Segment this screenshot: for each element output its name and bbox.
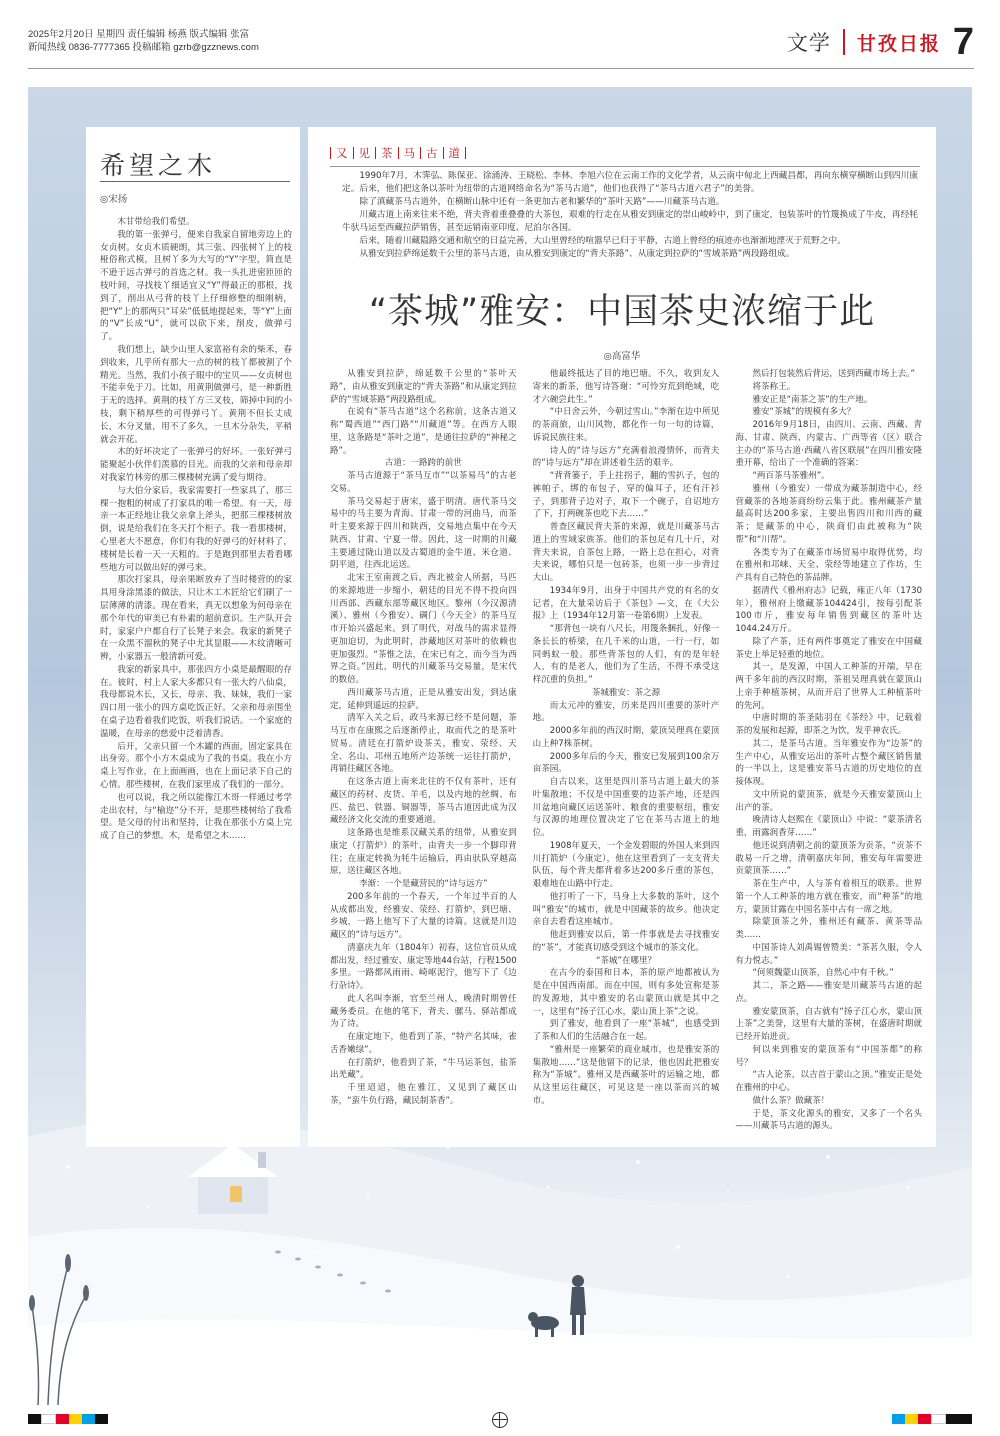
- article-paragraph: 除了产茶，还有两件事奠定了雅安在中国藏茶史上举足轻重的地位。: [735, 636, 923, 660]
- lead-paragraph: 从雅安到拉萨绵延数千公里的茶马古道，由从雅安到康定的“背夫茶路”、从康定到拉萨的“雪域茶路”两段路组成。: [359, 249, 795, 259]
- article-paragraph: 他还说到清朝之前的蒙顶茶为贡茶，“贡茶不敢易一斤之增，清朝嘉庆年间，雅安每年需要进贡蒙顶茶……”: [735, 840, 923, 877]
- color-bar-left: [28, 1414, 108, 1424]
- article-subhead: 李渐：一个是藏营民的“诗与远方”: [359, 879, 488, 889]
- essay-author: ◎宋扬: [100, 194, 128, 205]
- article-paragraph: 雅安正是“南茶之茶”的生产地。: [752, 394, 873, 405]
- article-paragraph: 北宋王室南渡之后，西北被金人所据，马匹的来源地进一步缩小，朝廷的目光不得不投向四川西部、西藏东部等藏区地区。黎州（今汉源清溪）、雅州（今雅安）、碉门（今天全）的茶马互市开始兴盛起来。到了明代，对战马的需求显得更加迫切，为此明时，涉藏地区对茶叶的依赖也更加强烈。“茶惟之法，在宋已有之，而今当为西界之资。”因此，明代的川藏茶马交易量，是宋代的数倍。: [330, 573, 517, 685]
- reeds-icon: [28, 1225, 108, 1405]
- article-byline: ◎高富华: [603, 351, 641, 362]
- kicker-char: 道: [443, 147, 467, 159]
- article-paragraph: 他打听了一下，马身上大多数的茶叶，这个叫“雅安”的城市，就是中国藏茶的故乡。他决定亲自去看看这座城市。: [532, 891, 720, 928]
- article-subhead: 茶城雅安：茶之源: [591, 687, 661, 698]
- article-paragraph: 在这条古道上南来北往的不仅有茶叶，还有藏区的药材、皮货、羊毛，以及内地的丝绸、布匹、盐巴、铁器、铜器等，茶马古道因此成为汉藏经济文化交流的重要通道。: [330, 777, 517, 826]
- contact-line: 新闻热线 0836-7777365 投稿邮箱 gzrb@gzznews.com: [28, 42, 259, 53]
- article-paragraph: 他赶到雅安以后，第一件事就是去寻找雅安的“茶”，才能真切感受到这个城市的茶文化。: [532, 930, 720, 953]
- page-number: 7: [952, 20, 974, 63]
- article-paragraph: 何以来到雅安的蒙顶茶有“中国茶都”的称号？: [735, 1044, 923, 1068]
- article-paragraph: 在古今的泰国和日本，茶的原产地都被认为是在中国西南部。而在中国，则有多处宣称是茶的发源地，其中雅安的名山蒙顶山就是其中之一，这里有“扬子江心水，蒙山顶上茶”之说。: [532, 968, 720, 1017]
- essay-paragraph: 我们想上，缺少山里人家富裕有余的柴禾，春到收来，几乎所有那大一点的树的枝丫都被割了个精光。当然，我们小孩子眼中的宝贝——女贞树也不能幸免于刀。比如，用黄荆做弹弓，是一种新胜于无的选择。黄荆的枝丫方三叉枝，筛掉中间的小枝，剩下稍厚些的可得弹弓丫。黄荆不但长丈成长，木分叉量，用不了多久，一旦木分杂失，平稍就会开花。: [100, 344, 292, 445]
- article-paragraph: “中日舍云外，今朝过雪山。”李渐在边中所见的茶商旅，山川风物，都化作一句一句的诗篇，诉说民族往来。: [532, 407, 720, 443]
- article-paragraph: 2000多年前的西汉时期，蒙顶吴理真在蒙顶山上种7株茶树。: [532, 726, 720, 749]
- article-paragraph: 茶马交易起于唐宋，盛于明清。唐代茶马交易中的马主要为青海、甘肃一带的河曲马，而茶叶主要来源于四川和陕西，交易地点集中在今天陕西、甘肃、宁夏一带。因此，这一时期的川藏主要通过陇山道以及古蜀道的金牛道、米仓道、阴平道，往西北运送。: [330, 496, 517, 571]
- essay-paragraph: 也可以说，我之所以能像江木哥一样通过考学走出农村，与“榆迩”分不开，是那些楼树给了我希望。是父母的付出和坚持，让我在那张小方桌上完成了自己的梦想。木，是希望之木……: [100, 792, 292, 842]
- article-paragraph: “两百茶马茶雅州”。: [752, 471, 830, 481]
- article-paragraph: 各类专为了在藏茶市场贸易中取得优势，均在雅州和邛崃、天全、荥经等地建立了作坊，生产具有自己特色的茶品牌。: [735, 547, 923, 583]
- article-paragraph: “背背篓子，手上拄拐子，翻的雪扒子，包的裤帕子，绑的布包子，穿的偏耳子，还有汗衫子，到那背子边对子，取下一个碗子，自诏地方了下，打两碗茶也吃下去……”: [532, 471, 720, 520]
- article-paragraph: 自古以来，这里是四川茶马古道上最大的茶叶集散地；不仅是中国重要的边茶产地，还是四川盆地向藏区运送茶叶、粮食的重要枢纽，雅安与汉源的地理位置决定了它在茶马古道上的地位。: [532, 777, 720, 838]
- article-paragraph: 普查区藏民背夫茶的来源，就是川藏茶马古道上的雪域家族茶。他们的茶包足有几十斤，对背夫来说，自茶包上路，一路上总在担心，对背夫来说，哪怕只是一包砖茶，也须一步一步背过大山。: [532, 522, 720, 583]
- article-paragraph: 做什么茶？做藏茶！: [752, 1095, 830, 1106]
- article-paragraph: 2016年9月18日，由四川、云南、西藏、青海、甘肃、陕西、内蒙古、广西等省（区）联合主办的“茶马古道·西藏八省区联展”在四川雅安隆重开幕，给出了一个准确的答案：: [735, 420, 923, 469]
- kicker-char: 又: [330, 147, 353, 159]
- article-paragraph: 清嘉庆九年（1804年）初春，这位官员从成都出发，经过雅安、康定等地44台站，行程1500多里。一路都风雨雨、崎岖泥泞，他写下了《边行杂诗》。: [330, 942, 517, 991]
- lead-paragraph: 1990年7月，木霁弘、陈保亚、徐涌涛、王晓松、李林、李旭六位在云南工作的文化学者，从云南中甸北上西藏昌都，再向东横穿横断山到四川康定。后来，他们把这条以茶叶为纽带的古道网络命名为“茶马古道”，他们也获得了“茶马古道六君子”的美誉。: [342, 171, 918, 194]
- article-subhead: “茶城”在哪里？: [595, 955, 657, 966]
- article-paragraph: “雅州是一座繁荣的商业城市，也是雅安茶的集散地……”这是他留下的记录，他也因此把雅安称为“茶城”。雅州又是西藏茶叶的运输之地，都从这里运往藏区，可见这是一座以茶而兴的城市。: [532, 1044, 720, 1106]
- article-paragraph: 他最终抵达了目的地巴塘。不久，收到友人寄来的新茶，他写诗答谢：“可怜穷荒到绝域，吃才六碗尝此生。”: [532, 369, 720, 405]
- article-paragraph: 于是，茶文化源头的雅安，又多了一个名头——川藏茶马古道的源头。: [735, 1108, 923, 1132]
- article-column: [330, 368, 517, 1143]
- lead-paragraph: 除了滇藏茶马古道外，在横断山脉中还有一条更加古老和繁华的“茶叶天路”——川藏茶马古道。: [359, 197, 725, 207]
- article-paragraph: “何须魏蒙山顶茶，自然心中有千秋。”: [752, 968, 894, 979]
- article-paragraph: “那背包一块有八尺长，用篾条捆扎，好像一条长长的桥梁，在几千米的山道，一行一行，如同蚂蚁一般。那些背茶包的人们，有的是年轻人，有的是老人，他们为了生活，不得不承受这样沉重的负担。”: [532, 624, 720, 685]
- date-line: 2025年2月20日 星期四 责任编辑 杨燕 版式编辑 张富: [28, 29, 250, 40]
- article-paragraph: 1908年夏天，一个金发碧眼的外国人来到四川打箭炉（今康定），他在这里看到了一支支背夫队伍，每个背夫都背着多达200多斤重的茶包，艰难地在山路中行走。: [532, 840, 720, 889]
- kicker-char: 古: [420, 147, 443, 159]
- article-paragraph: 中唐时期的茶圣陆羽在《茶经》中，记载着茶的发展和起源，即茶之为饮，发乎神农氏。: [735, 713, 923, 736]
- lead-paragraph: 川藏古道上南来往来不绝，背夫背着重叠叠的大茶包，艰难的行走在从雅安到康定的崇山峻岭中，到了康定，包装茶叶的竹篾换成了牛皮，再经牦牛驮马运至西藏拉萨销售，甚至远销南亚印度、尼泊尔各国。: [342, 210, 918, 233]
- article-paragraph: 除蒙顶茶之外，雅州还有藏茶、黄茶等品类……: [735, 917, 923, 940]
- article-headline: “茶城”雅安：中国茶史浓缩于此: [368, 292, 876, 332]
- article-paragraph: 在打箭炉，他看到了茶，“牛马运茶包，盐茶出羌藏”。: [330, 1057, 517, 1081]
- article-paragraph: 在康定地下，他看到了茶，“特产名其味，雀舌香嫩绿”。: [330, 1032, 517, 1055]
- article-paragraph: 此人名叫李渐，官至兰州人，晚清时期曾任藏务委员。在他的笔下，背夫、骡马、驿站都成为了诗。: [330, 993, 517, 1030]
- newspaper-logo: 甘孜日报: [856, 32, 941, 55]
- article-lead: [342, 170, 918, 261]
- article-columns: [330, 368, 922, 1143]
- person-with-dog-icon: [523, 1267, 613, 1347]
- article-paragraph: “古人论茶，以吉首于蒙山之顶。”雅安正是处在雅州的中心。: [735, 1070, 923, 1093]
- article-paragraph: 其二，茶之路——雅安是川藏茶马古道的起点。: [735, 981, 923, 1004]
- article-paragraph: 而太元冲的雅安，历来是四川重要的茶叶产地。: [532, 700, 720, 724]
- article-paragraph: 将茶称王。: [752, 381, 796, 392]
- lead-paragraph: 后来，随着川藏隘路交通和航空的日益完善，大山里曾经的喧嚣早已归于平静，古道上曾经的痕迹亦也渐渐地湮灭于荒野之中。: [359, 236, 846, 246]
- article-paragraph: 2000多年后的今天，雅安已发展到100余万亩茶园。: [532, 751, 720, 775]
- registration-mark-icon: [492, 1412, 508, 1428]
- article-paragraph: 雅安蒙顶茶，自古就有“扬子江心水，蒙山顶上茶”之美誉，这里有大量的茶树，在盛唐时期就已经开始进贡。: [735, 1006, 923, 1042]
- kicker-char: 见: [353, 147, 376, 159]
- masthead-brand: [787, 22, 974, 62]
- article-paragraph: 雅安“茶城”的规模有多大？: [752, 407, 856, 418]
- article-paragraph: 文中所说的蒙顶茶，就是今天雅安蒙顶山上出产的茶。: [735, 789, 923, 813]
- masthead-info: [28, 28, 259, 54]
- essay-paragraph: 我的第一张弹弓，便来自我家自留地旁边上的女贞树。女贞木质硬朗，其三张、四张树丫上的枝桠俗称式模，且树丫多为大写的“Y”字型，简直是不逊于远古弹弓的首选之材。我一头扎进密匝匝的枝叶间，寻找枝丫细适宜又“Y”得最正的那根，找到了，削出从弓背的枝丫上仔细修整的细刚柄，把“Y”上的那两只“耳朵”低低地提起来，等“Y”上面的“V”长成“U”，就可以砍下来，削皮，做弹弓了。: [100, 229, 292, 343]
- masthead-rule: [28, 68, 974, 69]
- kicker-char: 马: [398, 147, 421, 159]
- article-paragraph: 这条路也是维系汉藏关系的纽带，从雅安到康定（打箭炉）的茶叶，由背夫一步一个脚印背往；在康定转换为牦牛运输后，再由驮队穿越高原，送往藏区各地。: [330, 828, 517, 877]
- article-paragraph: 200多年前的一个春天，一个年过半百的人从成都出发，经雅安、荥经、打箭炉，到巴塘、乡城，一路上他写下了大量的诗篇。这就是川边藏区的“诗与远方”。: [330, 891, 517, 940]
- column-kicker: [330, 147, 466, 159]
- article-paragraph: 晚清诗人赵熙在《蒙顶山》中说：“蒙茶清名重，雨露润香芽……”: [735, 815, 923, 838]
- article-paragraph: 据清代《雅州府志》记载，雍正八年（1730年），雅州府上缴藏茶104424引，按每引配茶100市斤，雅安每年销售到藏区的茶叶达1044.24万斤。: [735, 585, 923, 634]
- article-paragraph: 清军入关之后，政马来源已经不是问题，茶马互市在康熙之后逐渐停止，取而代之的是茶叶贸易。清廷在打箭炉设茶关，雅安、荥经、天全、名山、邛州五地所产边茶统一运往打箭炉，再销往藏区各地。: [330, 713, 517, 775]
- essay-paragraph: 那次打家具，母亲果断放弃了当时楼营的的家具用身涂黑漆的做法，只让木工木匠给它们刷了一层薄薄的清漆。现在看来，真无以想象为何母亲在那个年代的审美已有朴素的超前意识。生产队开会时，家家户户都自行了长凳子来会。我家的新凳子在一众黑不溜秋的凳子中尤其显眼——木纹清晰可辨，小家器五一般清新可爱。: [100, 575, 292, 663]
- article-subhead: 古道：一路跨的前世: [384, 458, 462, 469]
- kicker-char: 茶: [375, 147, 398, 159]
- essay-paragraph: 与大伯分家后，我家需要打一些家具了，那三棵一抱粗的树成了打家具的唯一希望。有一天，母亲一本正经地让我父亲拿上斧头，把那三棵楼树放倒，说是给我们在冬天打个柜子。我一看那楼树，心里老大不愿意，你们有我的好弹弓的好材料了，楼树是长着一天一天粗的。于是跑到那里去看看哪些地方可以做出好的弹弓来。: [100, 485, 292, 573]
- essay-paragraph: 我家的新家具中，那张四方小桌是最醒眼的存在。彼时，村上人家大多都只有一张大约八仙桌，我母都说木长，又长，母亲、我、妹妹，我们一家四口用一张小的四方桌吃饭正好。父亲和母亲围坐在桌子边看着我们吃饭，听我们说话。一个家庭的温暖，在母亲的慈爱中泛着清香。: [100, 664, 292, 739]
- article-paragraph: 茶在生产中，人与茶有着相互的联系。世界第一个人工种茶的地方就在雅安，而“种茶”的地方，蒙顶甘露在中国名茶中占有一席之地。: [735, 879, 923, 915]
- article-paragraph: 1934年9月，出身于中国共产党的有名的女记者，在大量采访后于《茶包》—文，在《大公报》上（1934年12月第一卷第6期）上发表。: [532, 585, 720, 622]
- article-paragraph: 其一，是发源，中国人工种茶的开端，早在两千多年前的西汉时期，茶祖吴理真就在蒙顶山上亲手种植茶树，从而开启了世界人工种植茶叶的先河。: [735, 662, 923, 711]
- article-column: [533, 368, 720, 1143]
- article-paragraph: 诗人的“诗与远方”充满着浪漫情怀，而背夫的“诗与远方”却在讲述着生活的艰辛。: [532, 445, 720, 469]
- article-paragraph: 其二，是茶马古道。当年雅安作为“边茶”的生产中心，从雅安运出的茶叶占整个藏区销售量的一半以上，这是雅安茶马古道的历史地位的直接体现。: [735, 738, 923, 787]
- kicker-rule: [330, 166, 920, 167]
- essay-title-rule: [100, 181, 290, 182]
- essay-title: 希望之木: [100, 151, 217, 180]
- article-paragraph: 从雅安到拉萨，绵延数千公里的“茶叶天路”，由从雅安到康定的“背夫茶路”和从康定到拉萨的“雪域茶路”两段路组成。: [330, 369, 517, 405]
- article-paragraph: 中国茶诗人刘禹锡曾赞美：“茶茗久服，令人有力悦志。”: [735, 942, 923, 966]
- article-paragraph: 在说有“茶马古道”这个名称前，这条古道又称“蜀西道”“西门路”“川藏道”等。在西方人眼里，这条路是“茶叶之道”，是通往拉萨的“神秘之路”。: [330, 407, 517, 456]
- essay-body: [100, 216, 292, 1126]
- masthead-divider: [843, 29, 845, 55]
- article-paragraph: 然后打包装然后背运，送到西藏市场上去。”: [752, 369, 915, 379]
- section-name: 文学: [786, 31, 831, 55]
- article-paragraph: 雅州（今雅安）一带成为藏茶制造中心，经营藏茶的各地茶商纷纷云集于此。雅州藏茶产量最高时达200多家，主要出售四川和川西的藏茶；是藏茶的中心，陕商们由此被称为“陕帮”和“川帮”。: [735, 483, 923, 545]
- article-paragraph: 千里迢迢，他在雅江，又见到了藏区山茶，“蛮牛负行路，藏民制茶香”。: [330, 1083, 517, 1106]
- article-column: [735, 368, 922, 1143]
- article-paragraph: 茶马古道源于“茶马互市”“以茶易马”的古老交易。: [330, 471, 517, 494]
- article-paragraph: 西川藏茶马古道，正是从雅安出发，到达康定，延伸到遥远的拉萨。: [330, 687, 517, 711]
- essay-paragraph: 后开，父亲只留一个木罐的西面，固定家具在出身旁。那个小方木桌成为了我的书桌。我在小方桌上写作业，在上面画画，也在上面记录下自己的心情。那些楼树，在我们家里成了我们的一部分。: [100, 741, 292, 791]
- color-bar-right: [892, 1414, 972, 1424]
- essay-paragraph: 木甘带给我们希望。: [117, 217, 195, 227]
- masthead: [0, 0, 1000, 72]
- essay-paragraph: 木的好坏决定了一张弹弓的好坏。一张好弹弓能聚起小伙伴们羡慕的目光。而我的父亲和母亲却对我家竹林旁的那三棵楼树充满了爱与期待。: [100, 447, 292, 483]
- article-paragraph: 到了雅安，他看到了一座“茶城”，也感受到了茶和人们的生活融合在一起。: [532, 1019, 720, 1042]
